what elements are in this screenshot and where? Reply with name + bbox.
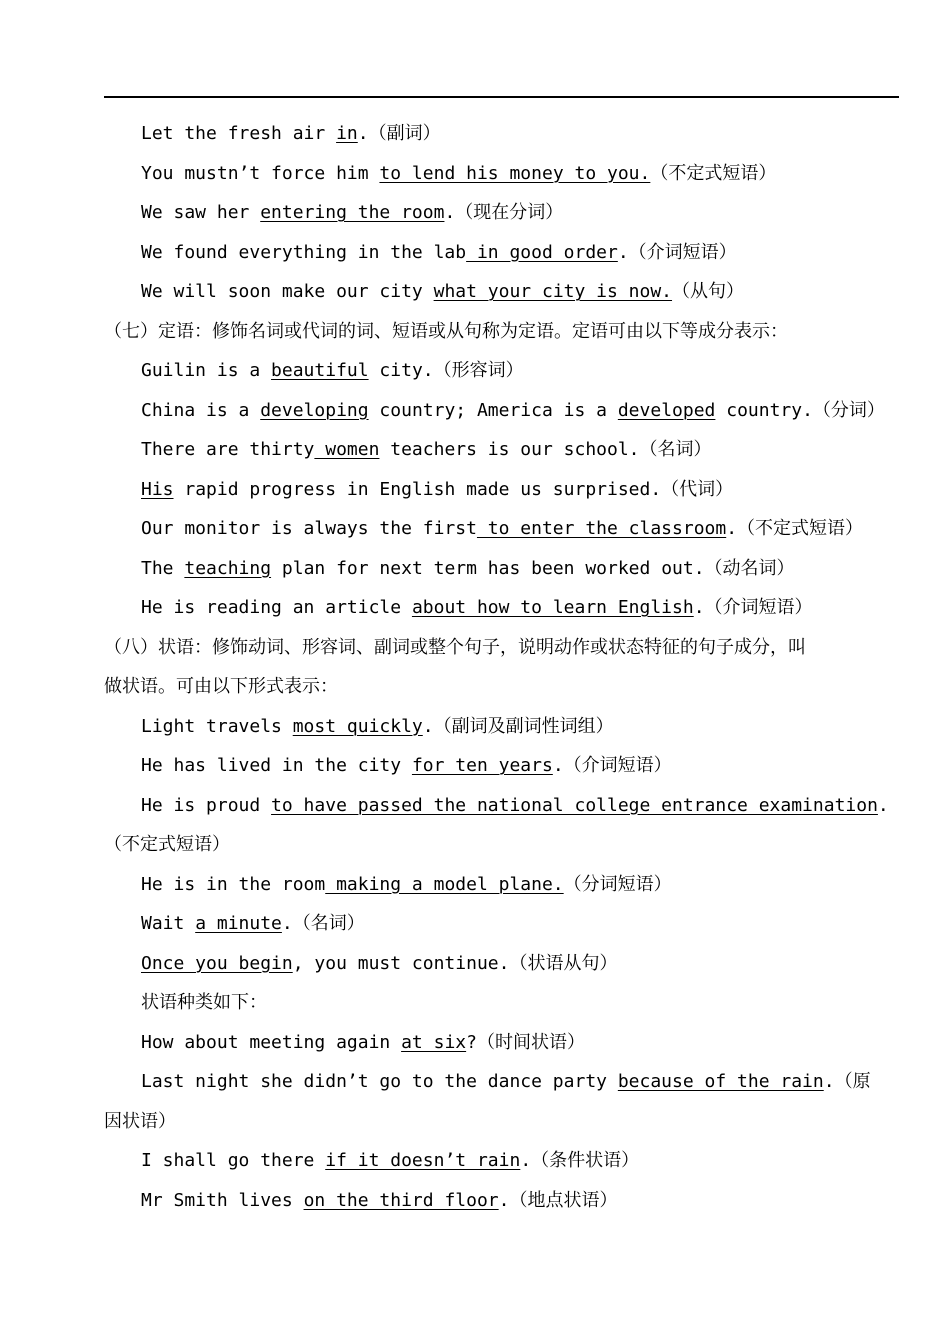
underlined-phrase: what your city is now. [433, 281, 673, 302]
text-segment: city.（形容词） [368, 360, 524, 381]
text-segment: 因状语） [104, 1110, 176, 1132]
underlined-phrase: developed [617, 399, 716, 421]
text-line [104, 351, 904, 391]
text-segment: country.（分词） [715, 399, 885, 421]
underlined-phrase: teaching [184, 557, 272, 579]
text-segment: .（现在分词） [444, 202, 564, 223]
text-segment: .（条件状语） [520, 1150, 640, 1171]
text-line [104, 193, 904, 233]
text-segment: .（介词短语） [693, 597, 813, 618]
text-segment: rapid progress in English made us surprised.（代词） [173, 478, 734, 500]
text-segment: Last night she didn’t go to the dance party [141, 1071, 618, 1092]
text-line [104, 1023, 904, 1063]
text-line [104, 588, 904, 628]
text-line [104, 114, 904, 154]
text-line [104, 549, 904, 589]
text-segment: （七）定语：修饰名词或代词的词、短语或从句称为定语。定语可由以下等成分表示： [104, 320, 788, 342]
underlined-phrase: to lend his money to you. [379, 162, 651, 184]
text-line [104, 746, 904, 786]
text-line [104, 786, 904, 826]
text-line [104, 825, 904, 865]
underlined-phrase: for ten years [411, 755, 553, 776]
text-line [104, 430, 904, 470]
text-segment: .（介词短语） [617, 241, 737, 263]
underlined-phrase: if it doesn’t rain [325, 1150, 521, 1171]
text-segment: ?（时间状语） [466, 1031, 585, 1053]
text-segment: Guilin is a [141, 360, 272, 381]
text-segment: country; America is a [368, 399, 618, 421]
underlined-phrase: Once you begin [141, 952, 293, 974]
text-segment: （不定式短语） [650, 162, 777, 184]
text-segment: （分词短语） [563, 873, 672, 895]
underlined-phrase: because of the rain [617, 1071, 824, 1092]
underlined-phrase: about how to learn English [411, 597, 694, 618]
text-segment: （从句） [672, 281, 745, 302]
text-segment: I shall go there [141, 1150, 326, 1171]
text-segment: .（介词短语） [552, 755, 672, 776]
underlined-phrase: to have passed the national college entrance examination [271, 794, 878, 816]
text-line [104, 1062, 904, 1102]
text-line [104, 233, 904, 273]
document-body [104, 114, 904, 1220]
text-line [104, 865, 904, 905]
text-line [104, 667, 904, 707]
underlined-phrase: on the third floor [303, 1189, 499, 1211]
text-segment: There are thirty [141, 439, 315, 460]
text-line [104, 154, 904, 194]
underlined-phrase: in [336, 123, 358, 144]
text-line [104, 1181, 904, 1221]
text-segment: . [877, 794, 889, 816]
text-line [104, 509, 904, 549]
underlined-phrase: entering the room [260, 202, 445, 223]
text-line [104, 904, 904, 944]
text-segment: .（不定式短语） [726, 518, 864, 539]
text-segment: Let the fresh air [141, 123, 337, 144]
underlined-phrase: to enter the classroom [476, 518, 727, 539]
text-segment: （八）状语：修饰动词、形容词、副词或整个句子，说明动作或状态特征的句子成分，叫 [104, 636, 806, 658]
text-segment: .（副词） [357, 123, 441, 144]
text-segment: Wait [141, 913, 196, 934]
text-segment: He has lived in the city [141, 755, 412, 776]
text-segment: You mustn’t force him [141, 162, 380, 184]
text-segment: He is in the room [141, 873, 326, 895]
text-line [104, 1141, 904, 1181]
text-line [104, 391, 904, 431]
underlined-phrase: in good order [466, 241, 618, 263]
text-segment: 做状语。可由以下形式表示： [104, 676, 338, 697]
text-segment: He is proud [141, 794, 272, 816]
underlined-phrase: at six [401, 1031, 467, 1053]
text-line [104, 628, 904, 668]
text-line [104, 707, 904, 747]
underlined-phrase: His [141, 478, 174, 500]
text-segment: , you must continue.（状语从句） [292, 952, 618, 974]
header-rule [104, 96, 899, 98]
text-line [104, 312, 904, 352]
underlined-phrase: women [314, 439, 380, 460]
text-segment: .（地点状语） [498, 1189, 618, 1211]
underlined-phrase: developing [260, 399, 369, 421]
text-segment: .（副词及副词性词组） [422, 715, 614, 737]
text-line [104, 944, 904, 984]
text-segment: He is reading an article [141, 597, 412, 618]
text-segment: We will soon make our city [141, 281, 434, 302]
text-segment: .（原 [823, 1071, 871, 1092]
text-segment: Mr Smith lives [141, 1189, 304, 1211]
text-segment: 状语种类如下： [141, 992, 267, 1013]
underlined-phrase: beautiful [271, 360, 369, 381]
text-segment: How about meeting again [141, 1031, 402, 1053]
text-segment: We saw her [141, 202, 261, 223]
text-segment: Light travels [141, 715, 293, 737]
text-line [104, 470, 904, 510]
text-segment: The [141, 557, 185, 579]
text-line [104, 983, 904, 1023]
text-segment: We found everything in the lab [141, 241, 467, 263]
text-segment: Our monitor is always the first [141, 518, 477, 539]
text-line [104, 1102, 904, 1142]
underlined-phrase: making a model plane. [325, 873, 564, 895]
underlined-phrase: a minute [195, 913, 282, 934]
text-segment: teachers is our school.（名词） [379, 439, 712, 460]
text-segment: China is a [141, 399, 261, 421]
text-line [104, 272, 904, 312]
text-segment: .（名词） [281, 913, 365, 934]
text-segment: plan for next term has been worked out.（动名词） [271, 557, 795, 579]
underlined-phrase: most quickly [292, 715, 423, 737]
text-segment: （不定式短语） [104, 834, 230, 855]
